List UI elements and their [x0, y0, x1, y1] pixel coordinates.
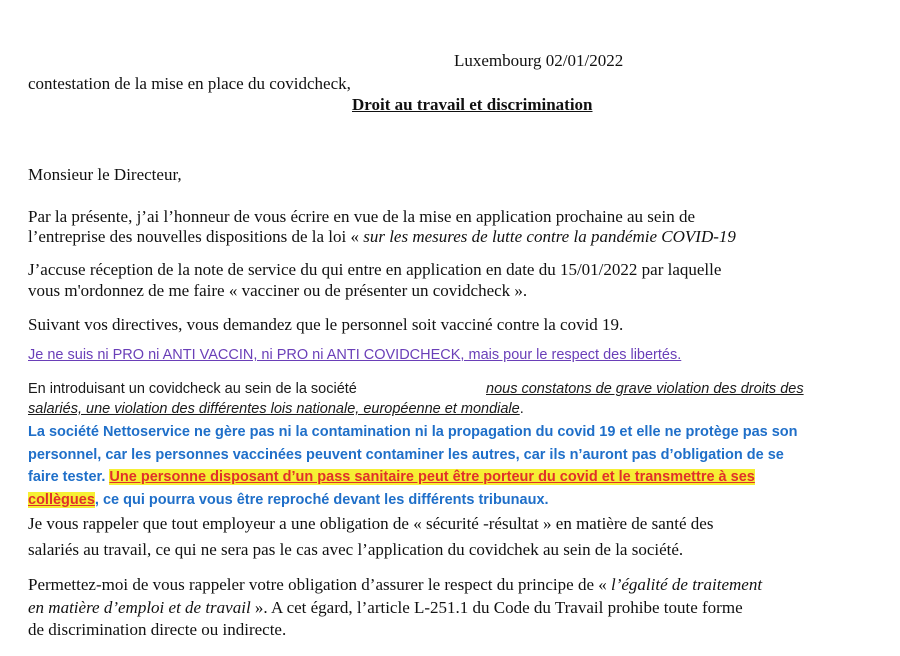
p3-text: Suivant vos directives, vous demandez que le personnel soit vacciné contre la covid 19.	[28, 315, 624, 334]
p5-line1-italic: nous constatons de grave violation des droits des	[486, 381, 804, 397]
p1-line2	[28, 227, 736, 247]
p8-line1	[28, 575, 762, 595]
p1-line2-italic: sur les mesures de lutte contre la pandémie COVID-19	[363, 227, 736, 246]
p8-line1-plain: Permettez-moi de vous rappeler votre obligation d’assurer le respect du principe de «	[28, 575, 611, 594]
p6-line2: personnel, car les personnes vaccinées peuvent contaminer les autres, car ils n’auront pas d’obligation de se	[28, 447, 784, 463]
place-date: Luxembourg 02/01/2022	[454, 51, 624, 70]
p6-line3	[28, 468, 755, 487]
p6-line4-rest: , ce qui pourra vous être reproché devant les différents tribunaux.	[94, 492, 549, 508]
p1-line1: Par la présente, j’ai l’honneur de vous écrire en vue de la mise en application prochaine au sein de	[28, 207, 695, 226]
p5-line2-end: .	[519, 401, 524, 417]
p5-line2-italic: salariés, une violation des différentes lois nationale, européenne et mondiale	[28, 401, 520, 417]
p8-line2-plain: ». A cet égard, l’article L-251.1 du Code du Travail prohibe toute forme	[250, 598, 743, 617]
subject-line: contestation de la mise en place du covidcheck,	[28, 74, 351, 93]
p6-highlight-2: collègues	[28, 492, 95, 508]
p5-line1-plain: En introduisant un covidcheck au sein de la société	[28, 381, 357, 397]
p2-line2: vous m'ordonnez de me faire « vacciner ou de présenter un covidcheck ».	[28, 281, 528, 300]
p8-line2	[28, 598, 743, 618]
p2-line1: J’accuse réception de la note de service du qui entre en application en date du 15/01/2022 par laquelle	[28, 260, 722, 279]
p8-line1-italic: l’égalité de traitement	[611, 575, 763, 594]
p7-line1: Je vous rappeler que tout employeur a une obligation de « sécurité -résultat » en matière de santé des	[28, 514, 714, 533]
salutation: Monsieur le Directeur,	[28, 165, 182, 184]
p7-line2: salariés au travail, ce qui ne sera pas le cas avec l’application du covidchek au sein de la société.	[28, 540, 684, 559]
letter-title: Droit au travail et discrimination	[352, 95, 593, 114]
p6-highlight-1: Une personne disposant d’un pass sanitaire peut être porteur du covid et le transmettre à ses	[109, 469, 755, 485]
p8-line3: de discrimination directe ou indirecte.	[28, 620, 287, 639]
p5-line2	[28, 400, 524, 419]
p6-line4	[28, 491, 549, 510]
p1-line2-plain: l’entreprise des nouvelles dispositions de la loi «	[28, 227, 364, 246]
p4-statement: Je ne suis ni PRO ni ANTI VACCIN, ni PRO ni ANTI COVIDCHECK, mais pour le respect des libertés.	[28, 347, 682, 363]
p8-line2-italic: en matière d’emploi et de travail	[28, 598, 251, 617]
p6-line3-blue: faire tester.	[28, 469, 110, 485]
p6-line1: La société Nettoservice ne gère pas ni la contamination ni la propagation du covid 19 et elle ne protège pas son	[28, 424, 798, 440]
